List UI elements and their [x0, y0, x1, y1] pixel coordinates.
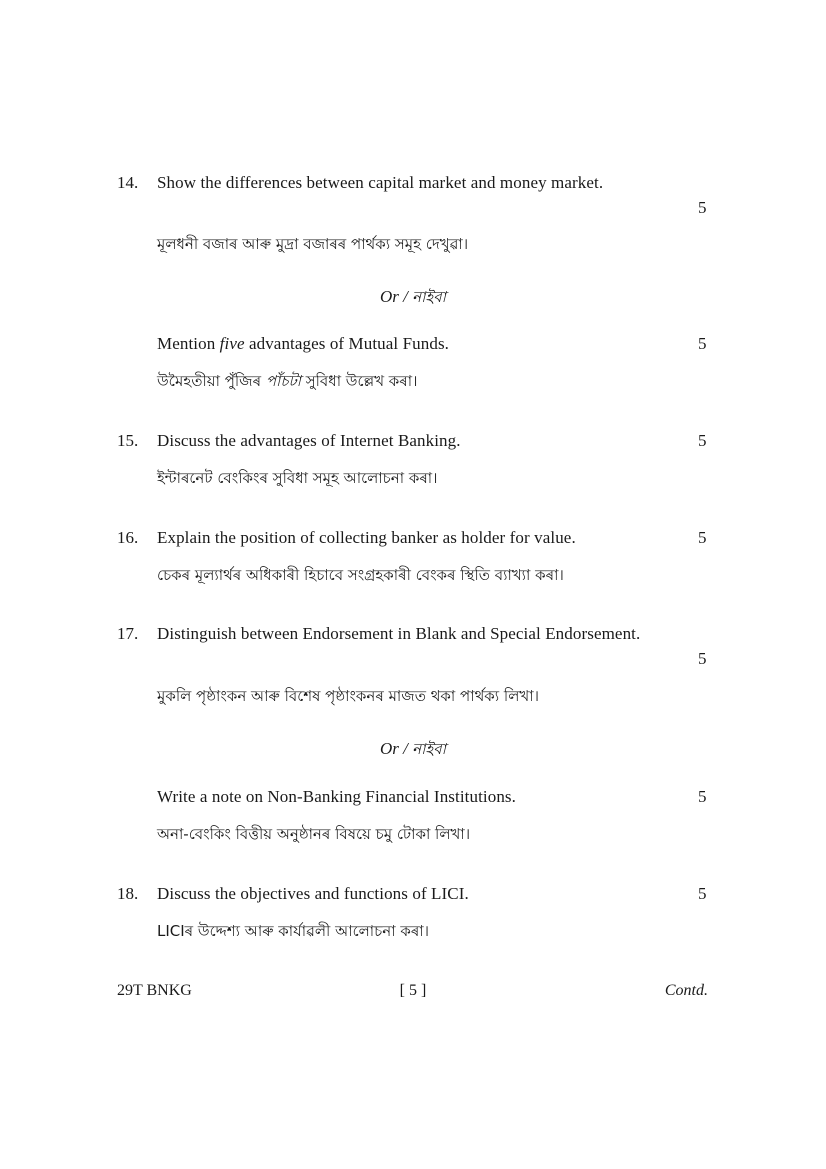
question-marks: 5: [698, 528, 707, 547]
question-number: 14.: [117, 173, 139, 192]
continued-label: Contd.: [664, 982, 708, 999]
question-text-assamese: অনা-বেংকিং বিত্তীয় অনুষ্ঠানৰ বিষয়ে চমু টোকা লিখা।: [157, 825, 471, 843]
question-text-english: [157, 335, 449, 352]
question-text-english: Explain the position of collecting banker as holder for value.: [157, 528, 576, 547]
or-label-english: Or: [380, 287, 399, 306]
text-segment: Mention: [157, 334, 220, 353]
question-text-english: Distinguish between Endorsement in Blank and Special Endorsement.: [157, 624, 641, 643]
page-number: [ 5 ]: [399, 982, 427, 999]
question-marks: 5: [698, 198, 707, 217]
or-separator: [0, 288, 826, 305]
question-marks: 5: [698, 884, 707, 903]
text-segment: সুবিধা উল্লেখ কৰা।: [300, 372, 418, 390]
or-label-assamese: নাইবা: [412, 740, 446, 758]
question-marks: 5: [698, 334, 707, 353]
or-separator: [0, 740, 826, 757]
question-marks: 5: [698, 649, 707, 668]
paper-code: 29T BNKG: [117, 982, 192, 999]
question-text-assamese: [157, 374, 417, 389]
question-text-assamese: মুকলি পৃষ্ঠাংকন আৰু বিশেষ পৃষ্ঠাংকনৰ মাজত থকা পাৰ্থক্য লিখা।: [157, 687, 539, 705]
emphasis-text: five: [219, 334, 245, 353]
question-marks: 5: [698, 431, 707, 450]
or-label-english: Or: [380, 739, 399, 758]
question-text-english: Discuss the objectives and functions of LICI.: [157, 884, 469, 903]
question-marks: 5: [698, 787, 707, 806]
question-text-english: Discuss the advantages of Internet Banking.: [157, 431, 461, 450]
text-segment: উমৈহতীয়া পুঁজিৰ: [157, 372, 266, 390]
question-text-english: Show the differences between capital market and money market.: [157, 173, 604, 192]
question-text-assamese: মূলধনী বজাৰ আৰু মুদ্ৰা বজাৰৰ পাৰ্থক্য সমূহ দেখুৱা।: [157, 235, 469, 253]
question-number: 15.: [117, 431, 139, 450]
question-text-english: Write a note on Non-Banking Financial Institutions.: [157, 787, 516, 806]
question-text-assamese: ইন্টাৰনেট বেংকিংৰ সুবিধা সমূহ আলোচনা কৰা।: [157, 469, 438, 487]
question-number: 17.: [117, 624, 139, 643]
text-segment: advantages of Mutual Funds.: [244, 334, 450, 353]
question-text-assamese: চেকৰ মূল্যাৰ্থৰ অধিকাৰী হিচাবে সংগ্ৰহকাৰী বেংকৰ স্থিতি ব্যাখ্যা কৰা।: [157, 566, 564, 584]
question-number: 16.: [117, 528, 139, 547]
emphasis-text: পাঁচটা: [265, 372, 301, 390]
question-text-assamese: LICIৰ উদ্দেশ্য আৰু কাৰ্যাৱলী আলোচনা কৰা।: [157, 922, 429, 940]
question-number: 18.: [117, 884, 139, 903]
or-label-assamese: নাইবা: [412, 288, 446, 306]
or-separator-slash: /: [398, 287, 413, 306]
or-separator-slash: /: [398, 739, 413, 758]
